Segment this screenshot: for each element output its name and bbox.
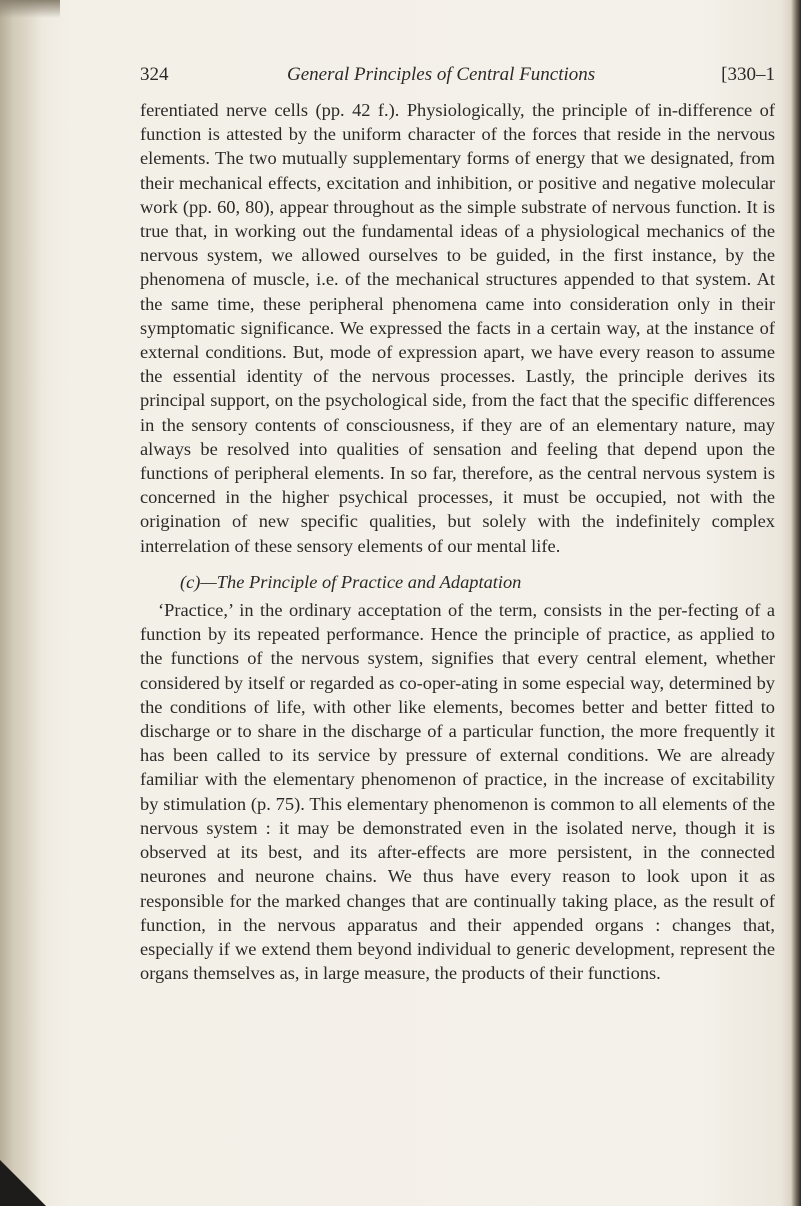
section-heading xyxy=(140,570,775,594)
page-number: 324 xyxy=(140,64,169,85)
bottom-corner-shadow xyxy=(0,1160,46,1206)
paragraph: ferentiated nerve cells (pp. 42 f.). Physiologically, the principle of in-difference of function is attested by the uniform character of the forces that reside in the nervous elements. The two mutually supplementary forms of energy that we designated, from their mechanical effects, excitation and inhibition, or positive and negative molecular work (pp. 60, 80), appear throughout as the simple substrate of nervous function. It is true that, in working out the fundamental ideas of a physiological mechanics of the nervous system, we allowed ourselves to be guided, in the first instance, by the phenomena of muscle, i.e. of the mechanical structures appended to that system. At the same time, these peripheral phenomena came into consideration only in their symptomatic significance. We expressed the facts in a certain way, at the instance of external conditions. But, mode of expression apart, we have every reason to assume the essential identity of the nervous processes. Lastly, the principle derives its principal support, on the psychological side, from the fact that the specific differences in the sensory contents of consciousness, if they are of an elementary nature, may always be resolved into qualities of sensation and feeling that depend upon the functions of peripheral elements. In so far, therefore, as the central nervous system is concerned in the higher psychical processes, it must be occupied, not with the origination of new specific qualities, but solely with the indefinitely complex interrelation of these sensory elements of our mental life. xyxy=(140,100,775,556)
paragraph: ‘Practice,’ in the ordinary acceptation of the term, consists in the per-fecting of a function by its repeated performance. Hence the principle of practice, as applied to the functions of the nervous system, signifies that every central element, whether considered by itself or regarded as co-oper-ating in some especial way, determined by the conditions of life, with other like elements, becomes better and better fitted to discharge or to share in the discharge of a particular function, the more frequently it has been called to its service by pressure of external conditions. We are already familiar with the elementary phenomenon of practice, in the increase of excitability by stimulation (p. 75). This elementary phenomenon is common to all elements of the nervous system : it may be demonstrated even in the isolated nerve, though it is observed at its best, and its after-effects are more persistent, in the connected neurones and neurone chains. We thus have every reason to look upon it as responsible for the marked changes that are continually taking place, as the result of function, in the nervous apparatus and their appended organs : changes that, especially if we extend them beyond individual to generic development, represent the organs themselves as, in large measure, the products of their functions. xyxy=(140,600,775,984)
body-text xyxy=(140,98,775,985)
right-edge-shadow xyxy=(791,0,801,1206)
running-header xyxy=(140,64,775,94)
section-label: (c) xyxy=(180,571,201,592)
running-title: General Principles of Central Functions xyxy=(287,64,596,85)
top-corner-shadow xyxy=(0,0,60,18)
section-reference: [330–1 xyxy=(721,64,775,85)
page-gutter-shadow xyxy=(0,0,42,1206)
section-title: —The Principle of Practice and Adaptation xyxy=(200,571,522,592)
